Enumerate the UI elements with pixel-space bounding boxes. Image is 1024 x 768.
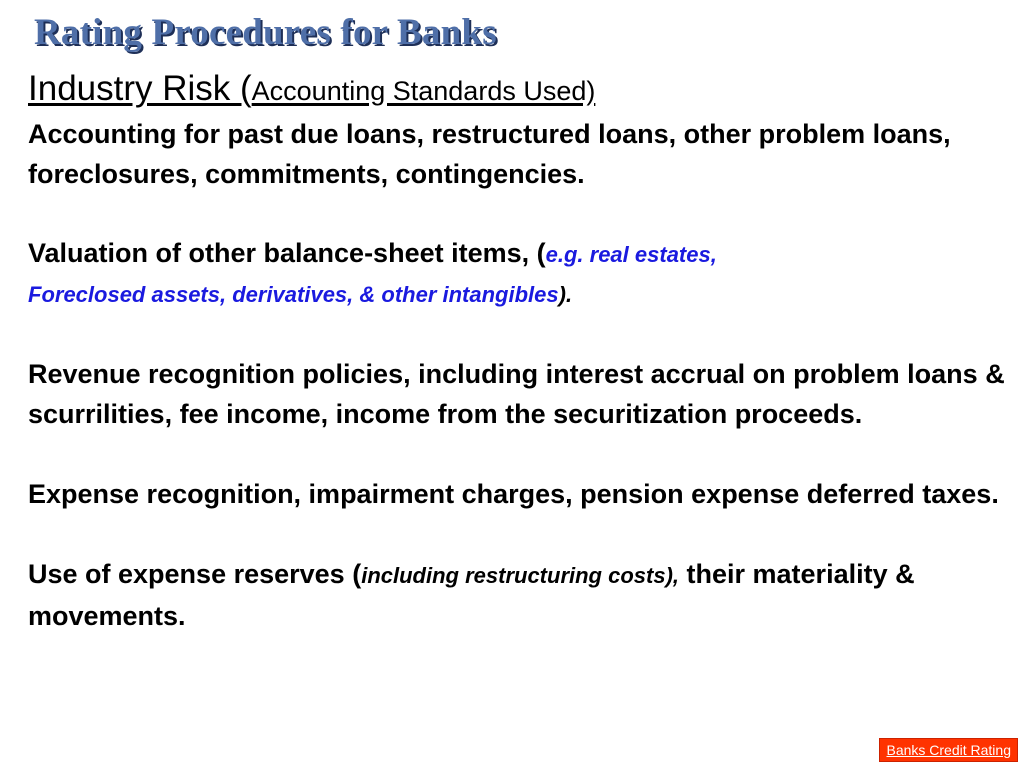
valuation-example-1: e.g. real estates: [545, 242, 711, 267]
section-heading-sub: Accounting Standards Used): [251, 76, 596, 106]
reserves-tail: their materiality & movements.: [28, 559, 915, 631]
paragraph-accounting-loans: Accounting for past due loans, restructured loans, other problem loans, foreclosures, commitments, contingencies.: [28, 119, 951, 189]
paragraph-spacer: [28, 314, 1013, 354]
reserves-lead: Use of expense reserves (: [28, 559, 362, 589]
paragraph-spacer: [28, 514, 1013, 554]
valuation-comma: ,: [710, 242, 717, 267]
paragraph-revenue-recognition: Revenue recognition policies, including interest accrual on problem loans & scurrilities, fee income, income from the securitization proceeds.: [28, 359, 1005, 429]
section-heading-main: Industry Risk (: [28, 69, 252, 108]
valuation-lead: Valuation of other balance-sheet items, (: [28, 238, 546, 268]
paragraph-valuation: [28, 234, 1013, 314]
slide-body: [28, 114, 1013, 636]
slide-title: Rating Procedures for Banks: [34, 12, 497, 53]
paragraph-expense-reserves: [28, 554, 1013, 636]
valuation-example-2: Foreclosed assets, derivatives, & other intangibles: [28, 282, 559, 307]
banks-credit-rating-link[interactable]: Banks Credit Rating: [879, 738, 1018, 762]
paragraph-expense-recognition: Expense recognition, impairment charges, pension expense deferred taxes.: [28, 479, 999, 509]
paragraph-spacer: [28, 434, 1013, 474]
paragraph-spacer: [28, 194, 1013, 234]
reserves-italic: including restructuring costs),: [361, 563, 680, 588]
section-heading: [28, 68, 595, 112]
valuation-tail: ).: [558, 282, 573, 307]
